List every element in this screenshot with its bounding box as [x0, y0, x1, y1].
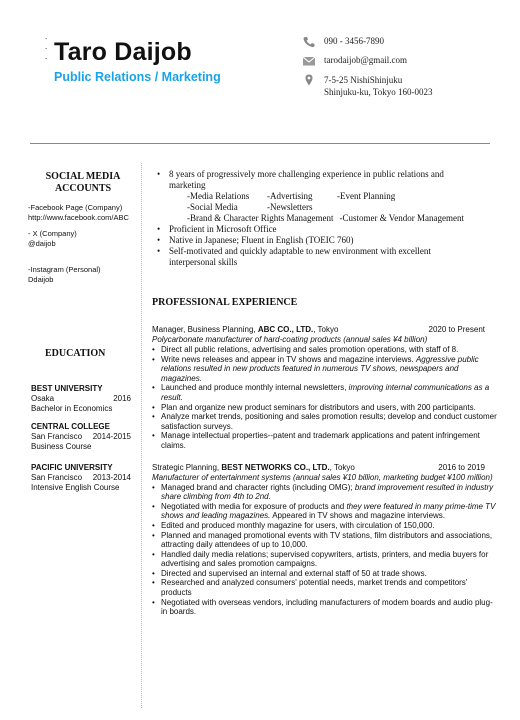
address	[324, 74, 432, 98]
summary-item: • Native in Japanese; Fluent in English (TOEIC 760)	[157, 235, 477, 246]
job-role: Strategic Planning,	[152, 462, 222, 472]
school-place: San Francisco	[31, 473, 83, 482]
job-bullet	[152, 412, 497, 431]
bullet-text: Direct all public relations, advertising and sales promotion operations, with staff of 8.	[161, 345, 459, 354]
job-bullet	[152, 578, 497, 597]
job-title-line	[152, 463, 355, 473]
job-bullet	[152, 598, 497, 617]
school-detail: Business Course	[31, 442, 92, 451]
bullet-text: Launched and produce monthly internal newsletters,	[161, 383, 349, 393]
bullet-text: Analyze market trends, positioning and sales promotion results; develop and conduct customer satisfaction surveys.	[161, 412, 497, 431]
summary-item: • Self-motivated and quickly adaptable to new environment with excellent interpersonal skills	[157, 246, 477, 268]
social-value[interactable]: Ddaijob	[28, 275, 54, 284]
job-bullet	[152, 403, 497, 413]
job-header	[152, 325, 497, 335]
candidate-name: Taro Daijob	[54, 38, 192, 66]
bullet-text: Edited and produced monthly magazine for users, with circulation of 150,000.	[161, 520, 435, 530]
summary-section	[157, 169, 477, 268]
job-company: BEST NETWORKS CO., LTD.	[221, 462, 330, 472]
job-title-line	[152, 325, 338, 335]
envelope-icon	[302, 55, 316, 67]
summary-list	[157, 169, 477, 268]
address-line-1: 7-5-25 NishiShinjuku	[324, 75, 403, 85]
school-place: Osaka	[31, 394, 55, 403]
school-name: PACIFIC UNIVERSITY	[31, 463, 113, 472]
address-row	[302, 74, 432, 98]
skill: -Media Relations	[187, 191, 250, 201]
map-pin-icon	[302, 74, 316, 86]
job-bullet	[152, 431, 497, 450]
education-heading: EDUCATION	[45, 348, 106, 359]
phone-row	[302, 36, 432, 48]
social-label: -Facebook Page (Company)	[28, 203, 123, 212]
job-entry	[152, 463, 497, 617]
education-entry	[28, 384, 138, 414]
school-detail: Bachelor in Economics	[31, 404, 113, 413]
job-city: , Tokyo	[313, 325, 339, 334]
bullet-text-italic: improving internal communications as a result.	[161, 383, 490, 402]
school-detail: Intensive English Course	[31, 483, 120, 492]
job-bullet	[152, 521, 497, 531]
summary-item: • Proficient in Microsoft Office	[157, 224, 477, 235]
bullet-text: Manage intellectual properties--patent and trademark applications and patent infringement claims.	[161, 431, 480, 450]
social-value[interactable]: http://www.facebook.com/ABC	[28, 213, 129, 222]
bullet-text: Plan and organize new product seminars for distributors and users, with 200 participants.	[161, 402, 476, 412]
column-divider	[141, 163, 142, 708]
skill: -Newsletters	[267, 202, 313, 212]
phone-icon	[302, 36, 316, 48]
school-years: 2016	[113, 394, 131, 403]
job-city: , Tokyo	[329, 462, 355, 472]
school-place-years	[31, 432, 131, 442]
job-bullet	[152, 383, 497, 402]
skill: -Brand & Character Rights Management	[187, 213, 334, 223]
contact-block	[302, 36, 432, 105]
job-company: ABC CO., LTD.	[257, 325, 314, 334]
education-entry	[28, 422, 138, 452]
education-entry	[28, 463, 138, 493]
bullet-text: Planned and managed promotional events with TV stations, film distributors and associations, attracting daily attendees of up to 10,000.	[161, 530, 493, 550]
bullet-text: Negotiated with overseas vendors, including manufacturers of modem boards and audio plug-in boards.	[161, 597, 493, 617]
school-place: San Francisco	[31, 432, 83, 441]
bullet-text: Write news releases and appear in TV shows and magazine interviews.	[161, 354, 416, 364]
job-bullets	[152, 483, 497, 617]
decorative-dots: . . .	[45, 32, 48, 61]
skills-last-row	[169, 213, 477, 224]
school-place-years	[31, 473, 131, 483]
school-place-years	[31, 394, 131, 404]
job-bullet	[152, 569, 497, 579]
job-bullet	[152, 550, 497, 569]
job-dates: 2016 to 2019	[438, 462, 485, 472]
bullet-text-italic: brand improvement resulted in industry share climbing from 4th to 2nd.	[161, 482, 494, 502]
social-item-instagram	[28, 265, 138, 285]
experience-heading: PROFESSIONAL EXPERIENCE	[152, 297, 298, 308]
job-bullet	[152, 483, 497, 502]
social-label: -Instagram (Personal)	[28, 265, 101, 274]
bullet-text-italic: they were featured in many prime-time TV shows and leading magazines.	[161, 501, 496, 521]
skill: -Advertising	[267, 191, 313, 201]
social-item-facebook	[28, 203, 138, 223]
bullet-text-italic: Aggressive public relations resulted in new products featured in numerous TV shows, newspapers and magazines.	[161, 354, 479, 383]
social-heading-line-2: ACCOUNTS	[54, 183, 112, 194]
social-section	[28, 171, 138, 285]
bullet-text: Negotiated with media for exposure of products and	[161, 501, 347, 511]
job-company-description: Manufacturer of entertainment systems (annual sales ¥10 billion, marketing budget ¥100 million)	[152, 472, 493, 482]
job-entry	[152, 325, 497, 451]
skill: -Customer & Vendor Management	[339, 213, 465, 223]
job-dates: 2020 to Present	[428, 325, 485, 334]
school-name: CENTRAL COLLEGE	[31, 422, 110, 431]
school-years: 2013-2014	[92, 473, 131, 482]
summary-item	[157, 169, 477, 224]
bullet-text: Directed and supervised an internal and external staff of 50 at trade shows.	[161, 568, 427, 578]
job-bullet	[152, 502, 497, 521]
job-header	[152, 463, 497, 473]
skill: -Social Media	[187, 202, 238, 212]
skills-grid	[169, 191, 477, 213]
social-item-x	[28, 229, 138, 249]
experience-section	[152, 297, 497, 617]
job-role: Manager, Business Planning,	[152, 325, 258, 334]
job-bullet	[152, 355, 497, 384]
school-name: BEST UNIVERSITY	[31, 384, 103, 393]
email-row	[302, 55, 432, 67]
social-label: - X (Company)	[28, 229, 77, 238]
phone-number: 090 - 3456-7890	[324, 36, 384, 46]
social-heading-line-1: SOCIAL MEDIA	[45, 171, 121, 182]
job-title: Public Relations / Marketing	[54, 70, 221, 84]
job-bullets	[152, 345, 497, 451]
job-bullet	[152, 531, 497, 550]
summary-text: 8 years of progressively more challenging experience in public relations and marketing	[169, 169, 444, 190]
social-heading	[28, 171, 138, 195]
bullet-text: Appeared in TV shows and magazine interviews.	[270, 511, 446, 521]
email-address[interactable]: tarodaijob@gmail.com	[324, 55, 408, 65]
job-company-description: Polycarbonate manufacturer of hard-coating products (annual sales ¥4 billion)	[152, 335, 428, 344]
bullet-text: Managed brand and character rights (including OMG);	[161, 482, 355, 492]
bullet-text: Researched and analyzed consumers' potential needs, market trends and competitors' products	[161, 578, 468, 598]
bullet-text: Handled daily media relations; supervised copywriters, artists, printers, and media buyers for advertising and sales promotion campaigns.	[161, 549, 489, 569]
social-value[interactable]: @daijob	[28, 239, 56, 248]
education-section	[28, 348, 138, 493]
skill: -Event Planning	[337, 191, 396, 201]
header-divider	[30, 143, 490, 144]
address-line-2: Shinjuku-ku, Tokyo 160-0023	[324, 87, 433, 97]
school-years: 2014-2015	[92, 432, 131, 441]
job-bullet	[152, 345, 497, 355]
